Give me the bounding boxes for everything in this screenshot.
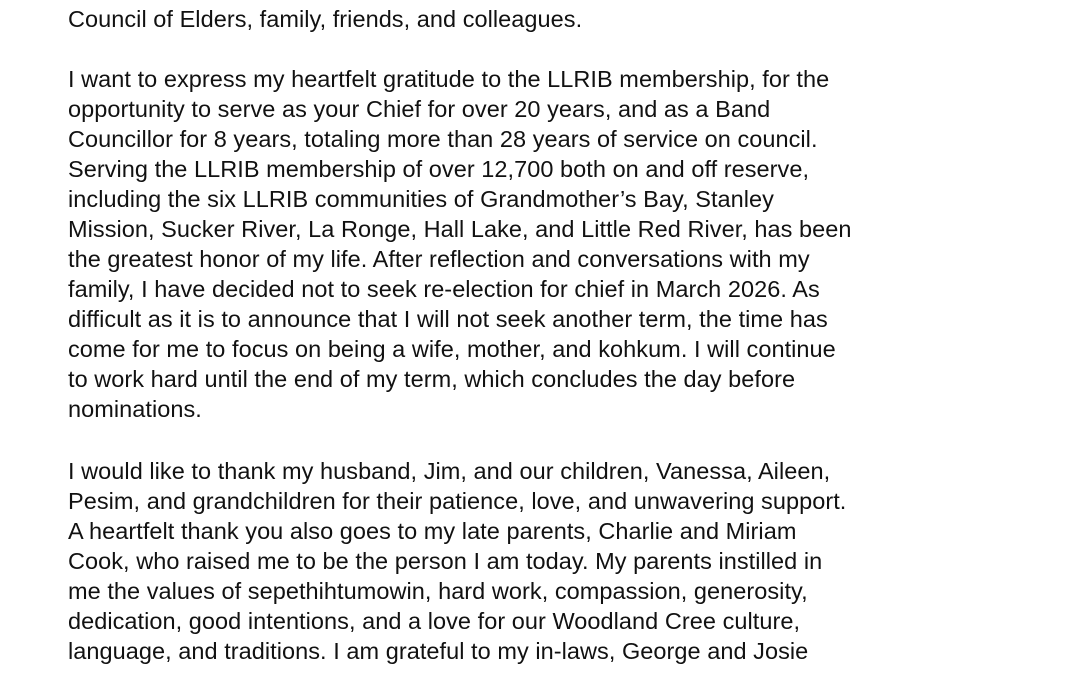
paragraph-2-line-1: I want to express my heartfelt gratitude to the LLRIB membership, for the [68,66,830,92]
paragraph-3-line-1: I would like to thank my husband, Jim, and our children, Vanessa, Aileen, [68,458,831,484]
paragraph-2-line-10: come for me to focus on being a wife, mother, and kohkum. I will continue [68,336,836,362]
paragraph-3-line-6: dedication, good intentions, and a love for our Woodland Cree culture, [68,608,801,634]
paragraph-2-line-12: nominations. [68,396,202,422]
paragraph-2-line-7: the greatest honor of my life. After reflection and conversations with my [68,246,810,272]
paragraph-3-line-5: me the values of sepethihtumowin, hard work, compassion, generosity, [68,578,808,604]
paragraph-2-line-6: Mission, Sucker River, La Ronge, Hall Lake, and Little Red River, has been [68,216,852,242]
paragraph-2-line-2: opportunity to serve as your Chief for over 20 years, and as a Band [68,96,771,122]
paragraph-2-line-5: including the six LLRIB communities of Grandmother’s Bay, Stanley [68,186,774,212]
paragraph-1-line-1: Council of Elders, family, friends, and colleagues. [68,6,583,32]
paragraph-3-line-3: A heartfelt thank you also goes to my late parents, Charlie and Miriam [68,518,797,544]
paragraph-3-line-4: Cook, who raised me to be the person I am today. My parents instilled in [68,548,823,574]
paragraph-2-line-4: Serving the LLRIB membership of over 12,700 both on and off reserve, [68,156,810,182]
paragraph-2-line-8: family, I have decided not to seek re-election for chief in March 2026. As [68,276,820,302]
paragraph-2-line-9: difficult as it is to announce that I will not seek another term, the time has [68,306,828,332]
paragraph-3-line-2: Pesim, and grandchildren for their patience, love, and unwavering support. [68,488,847,514]
paragraph-3-line-7: language, and traditions. I am grateful to my in-laws, George and Josie [68,638,809,664]
paragraph-2-line-3: Councillor for 8 years, totaling more than 28 years of service on council. [68,126,818,152]
paragraph-2-line-11: to work hard until the end of my term, which concludes the day before [68,366,796,392]
